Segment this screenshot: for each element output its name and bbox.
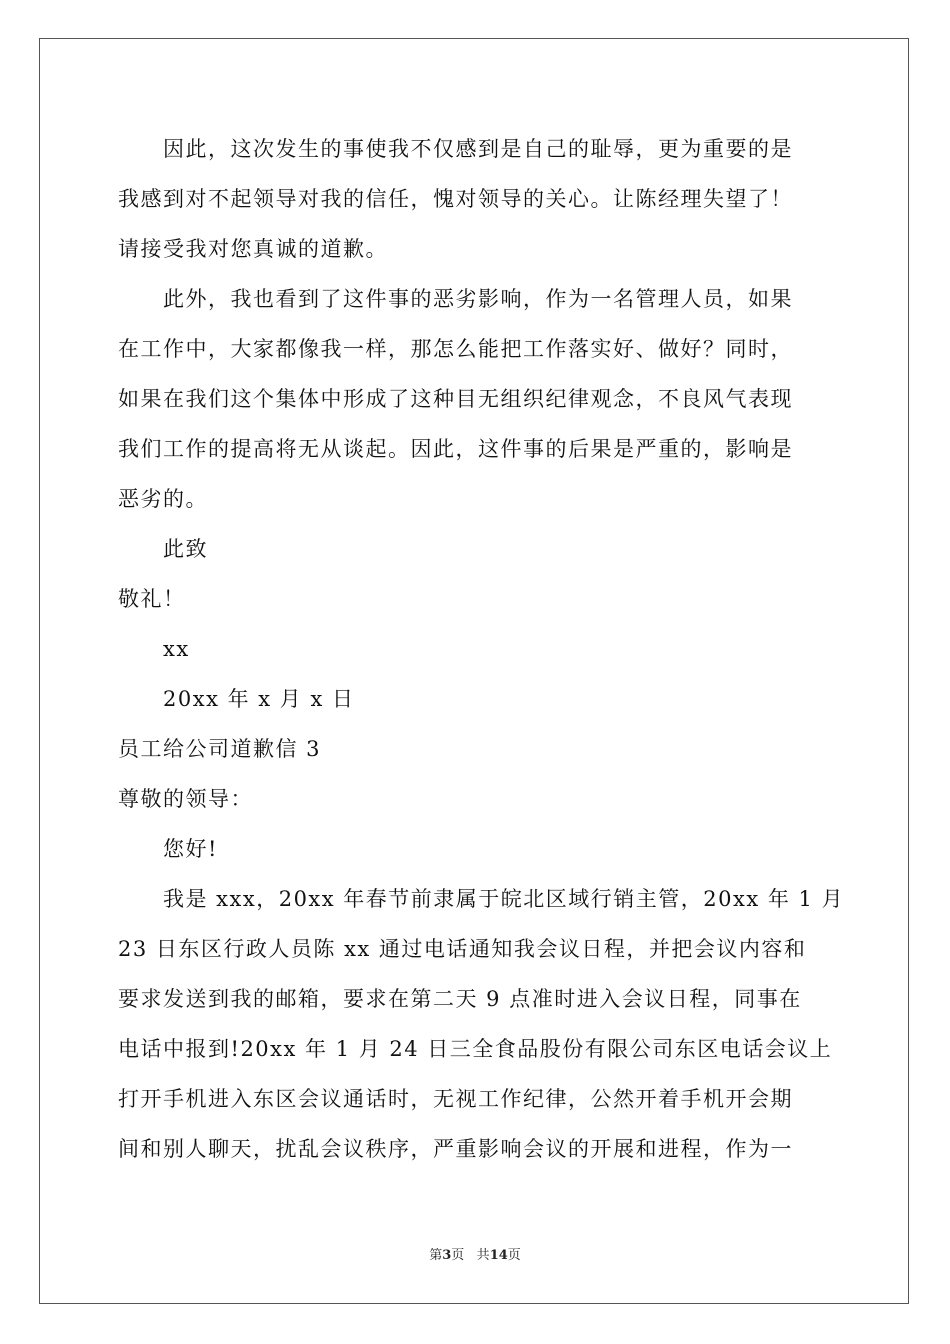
paragraph-line: 因此，这次发生的事使我不仅感到是自己的耻辱，更为重要的是 [163,137,793,161]
page-footer [0,1247,950,1265]
paragraph-line: 恶劣的。 [118,487,208,511]
total-pages-number: 14 [489,1248,508,1263]
section-title: 员工给公司道歉信 3 [118,737,322,761]
paragraph-line: 我感到对不起领导对我的信任，愧对领导的关心。让陈经理失望了！ [118,187,793,211]
paragraph-line: 23 日东区行政人员陈 xx 通过电话通知我会议日程，并把会议内容和 [118,937,807,961]
footer-total-suffix: 页 [507,1248,521,1263]
paragraph-line: 在工作中，大家都像我一样，那怎么能把工作落实好、做好？同时， [118,337,793,361]
letter-hello: 您好! [163,837,218,861]
letter-greeting: 尊敬的领导： [118,787,253,811]
closing-regards: 敬礼！ [118,587,186,611]
current-page-number: 3 [442,1248,452,1263]
footer-page-suffix: 页 [451,1248,465,1263]
footer-total-prefix: 共 [476,1248,490,1263]
paragraph-line: 我是 xxx，20xx 年春节前隶属于皖北区域行销主管，20xx 年 1 月 [163,887,845,911]
page-border [39,38,909,1304]
signature-date: 20xx 年 x 月 x 日 [163,687,355,711]
paragraph-line: 请接受我对您真诚的道歉。 [118,237,388,261]
footer-prefix: 第 [429,1248,443,1263]
paragraph-line: 如果在我们这个集体中形成了这种目无组织纪律观念，不良风气表现 [118,387,793,411]
paragraph-line: 间和别人聊天，扰乱会议秩序，严重影响会议的开展和进程，作为一 [118,1137,793,1161]
paragraph-line: 电话中报到!20xx 年 1 月 24 日三全食品股份有限公司东区电话会议上 [118,1037,833,1061]
paragraph-line: 打开手机进入东区会议通话时，无视工作纪律，公然开着手机开会期 [118,1087,793,1111]
closing-salutation: 此致 [163,537,208,561]
paragraph-line: 我们工作的提高将无从谈起。因此，这件事的后果是严重的，影响是 [118,437,793,461]
paragraph-line: 要求发送到我的邮箱，要求在第二天 9 点准时进入会议日程，同事在 [118,987,802,1011]
paragraph-line: 此外，我也看到了这件事的恶劣影响，作为一名管理人员，如果 [163,287,793,311]
signature-name: xx [163,637,190,661]
